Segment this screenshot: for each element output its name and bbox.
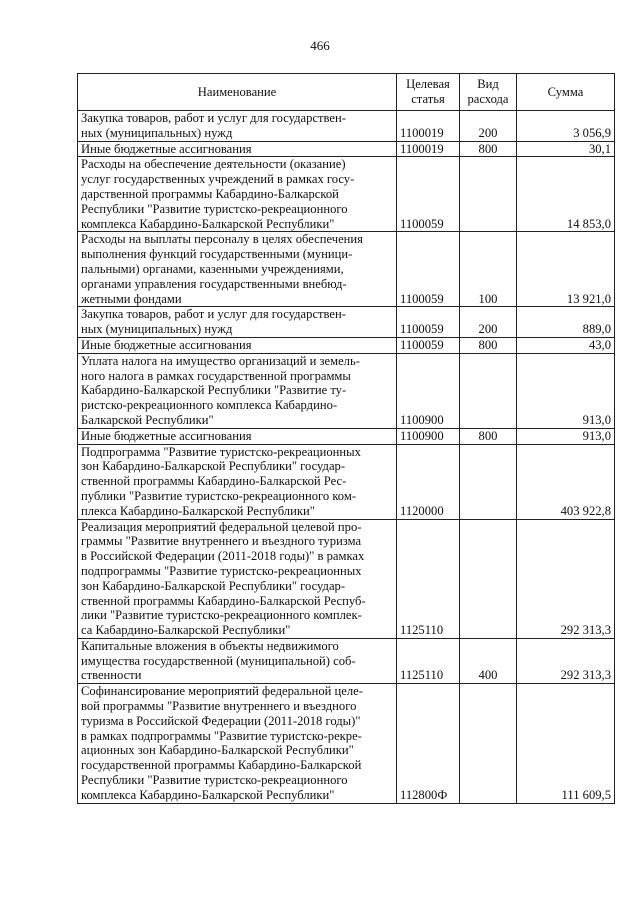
row-kind-cell: 200: [460, 111, 517, 142]
row-name-line: Иные бюджетные ассигнования: [81, 141, 252, 156]
row-name-line: пальными) органами, казенными учреждениями,: [81, 261, 344, 276]
row-name-line: ационных зон Кабардино-Балкарской Республики": [81, 743, 354, 758]
budget-table: [77, 73, 615, 804]
row-name-line: ристско-рекреационного комплекса Кабардино-: [81, 398, 338, 413]
table-row: [78, 638, 615, 683]
row-kind-cell: [460, 444, 517, 519]
row-name-cell: [78, 519, 397, 638]
row-name-line: в Российской Федерации (2011-2018 годы)" в рамках: [81, 549, 365, 564]
header-code-line: статья: [411, 92, 445, 106]
row-code-cell: 1100059: [397, 157, 460, 232]
row-name-line: зон Кабардино-Балкарской Республики" государ-: [81, 459, 346, 474]
row-name-line: Республики "Развитие туристско-рекреационного: [81, 201, 348, 216]
row-kind-cell: [460, 684, 517, 803]
row-code-cell: 1120000: [397, 444, 460, 519]
row-name-line: граммы "Развитие внутреннего и въездного туризма: [81, 534, 362, 549]
row-kind-cell: 800: [460, 141, 517, 157]
row-sum-cell: 913,0: [517, 353, 615, 428]
row-code-cell: 1100059: [397, 337, 460, 353]
row-name-line: ных (муниципальных) нужд: [81, 322, 233, 337]
row-code-cell: 1125110: [397, 638, 460, 683]
row-name-cell: [78, 232, 397, 307]
row-name-line: ственности: [81, 668, 142, 683]
header-sum: Сумма: [517, 74, 615, 111]
row-name-cell: [78, 111, 397, 142]
table-row: [78, 337, 615, 353]
row-code-cell: 1100059: [397, 232, 460, 307]
table-row: [78, 307, 615, 338]
row-name-line: лики "Развитие туристско-рекреационного комплек-: [81, 608, 362, 623]
row-name-line: Иные бюджетные ассигнования: [81, 428, 252, 443]
row-name-line: публики "Развитие туристско-рекреационного ком-: [81, 488, 357, 503]
row-name-cell: [78, 444, 397, 519]
row-code-cell: 1100019: [397, 111, 460, 142]
row-name-cell: [78, 684, 397, 803]
table-row: [78, 157, 615, 232]
header-kind-line: расхода: [467, 92, 509, 106]
row-sum-cell: 913,0: [517, 428, 615, 444]
row-name-line: зон Кабардино-Балкарской Республики" государ-: [81, 578, 346, 593]
row-name-line: вой программы "Развитие внутреннего и въездного: [81, 699, 357, 714]
table-row: [78, 519, 615, 638]
row-name-line: Софинансирование мероприятий федеральной целе-: [81, 684, 363, 699]
row-kind-cell: [460, 519, 517, 638]
header-code: [397, 74, 460, 111]
row-name-cell: [78, 141, 397, 157]
row-sum-cell: 889,0: [517, 307, 615, 338]
row-code-cell: 1125110: [397, 519, 460, 638]
row-name-line: ных (муниципальных) нужд: [81, 125, 233, 140]
table-row: [78, 353, 615, 428]
table-row: [78, 141, 615, 157]
row-name-line: комплекса Кабардино-Балкарской Республики": [81, 216, 335, 231]
row-name-line: дарственной программы Кабардино-Балкарской: [81, 186, 339, 201]
row-name-line: государственной программы Кабардино-Балкарской: [81, 758, 362, 773]
table-row: [78, 444, 615, 519]
row-name-line: Закупка товаров, работ и услуг для государствен-: [81, 307, 346, 322]
row-kind-cell: 800: [460, 337, 517, 353]
row-kind-cell: [460, 157, 517, 232]
table-row: [78, 684, 615, 803]
row-name-line: ственной программы Кабардино-Балкарской Респуб-: [81, 593, 366, 608]
table-header-row: [78, 74, 615, 111]
row-name-line: имущества государственной (муниципальной) соб-: [81, 653, 356, 668]
row-name-cell: [78, 428, 397, 444]
row-name-cell: [78, 337, 397, 353]
row-name-line: Подпрограмма "Развитие туристско-рекреационных: [81, 444, 361, 459]
header-kind: [460, 74, 517, 111]
table-row: [78, 232, 615, 307]
row-name-cell: [78, 307, 397, 338]
table-row: [78, 111, 615, 142]
row-name-line: выполнения функций государственными (муници-: [81, 247, 353, 262]
row-name-line: Республики "Развитие туристско-рекреационного: [81, 773, 348, 788]
row-name-cell: [78, 638, 397, 683]
row-sum-cell: 30,1: [517, 141, 615, 157]
row-code-cell: 112800Ф: [397, 684, 460, 803]
row-name-line: органами управления государственными внебюд-: [81, 276, 347, 291]
row-name-line: туризма в Российской Федерации (2011-2018 годы)": [81, 713, 361, 728]
header-code-line: Целевая: [406, 77, 450, 91]
row-sum-cell: 111 609,5: [517, 684, 615, 803]
row-name-line: Закупка товаров, работ и услуг для государствен-: [81, 111, 346, 125]
table-row: [78, 428, 615, 444]
row-name-line: Балкарской Республики": [81, 412, 214, 427]
row-sum-cell: 14 853,0: [517, 157, 615, 232]
row-name-line: Кабардино-Балкарской Республики "Развитие ту-: [81, 383, 347, 398]
row-sum-cell: 13 921,0: [517, 232, 615, 307]
row-sum-cell: 292 313,3: [517, 519, 615, 638]
row-code-cell: 1100019: [397, 141, 460, 157]
row-name-line: подпрограммы "Развитие туристско-рекреационных: [81, 563, 362, 578]
row-kind-cell: [460, 353, 517, 428]
row-name-line: услуг государственных учреждений в рамках госу-: [81, 172, 355, 187]
row-name-line: плекса Кабардино-Балкарской Республики": [81, 503, 315, 518]
row-name-line: жетными фондами: [81, 291, 182, 306]
row-name-line: Уплата налога на имущество организаций и земель-: [81, 353, 360, 368]
row-name-line: Иные бюджетные ассигнования: [81, 337, 252, 352]
row-kind-cell: 100: [460, 232, 517, 307]
row-name-line: Расходы на обеспечение деятельности (оказание): [81, 157, 346, 172]
row-code-cell: 1100900: [397, 353, 460, 428]
row-name-cell: [78, 353, 397, 428]
row-code-cell: 1100059: [397, 307, 460, 338]
page-number: 466: [310, 38, 330, 53]
row-kind-cell: 400: [460, 638, 517, 683]
row-name-line: ственной программы Кабардино-Балкарской Рес-: [81, 474, 347, 489]
row-name-line: Капитальные вложения в объекты недвижимого: [81, 638, 339, 653]
row-name-cell: [78, 157, 397, 232]
row-name-line: Расходы на выплаты персоналу в целях обеспечения: [81, 232, 363, 247]
row-sum-cell: 292 313,3: [517, 638, 615, 683]
row-sum-cell: 43,0: [517, 337, 615, 353]
row-name-line: в рамках подпрограммы "Развитие туристско-рекре-: [81, 728, 362, 743]
row-name-line: Реализация мероприятий федеральной целевой про-: [81, 519, 362, 534]
row-kind-cell: 800: [460, 428, 517, 444]
row-name-line: ного налога в рамках государственной программы: [81, 368, 351, 383]
header-name: Наименование: [78, 74, 397, 111]
row-kind-cell: 200: [460, 307, 517, 338]
row-name-line: са Кабардино-Балкарской Республики": [81, 623, 291, 638]
row-sum-cell: 403 922,8: [517, 444, 615, 519]
header-kind-line: Вид: [477, 77, 499, 91]
row-code-cell: 1100900: [397, 428, 460, 444]
row-sum-cell: 3 056,9: [517, 111, 615, 142]
row-name-line: комплекса Кабардино-Балкарской Республики": [81, 787, 335, 802]
